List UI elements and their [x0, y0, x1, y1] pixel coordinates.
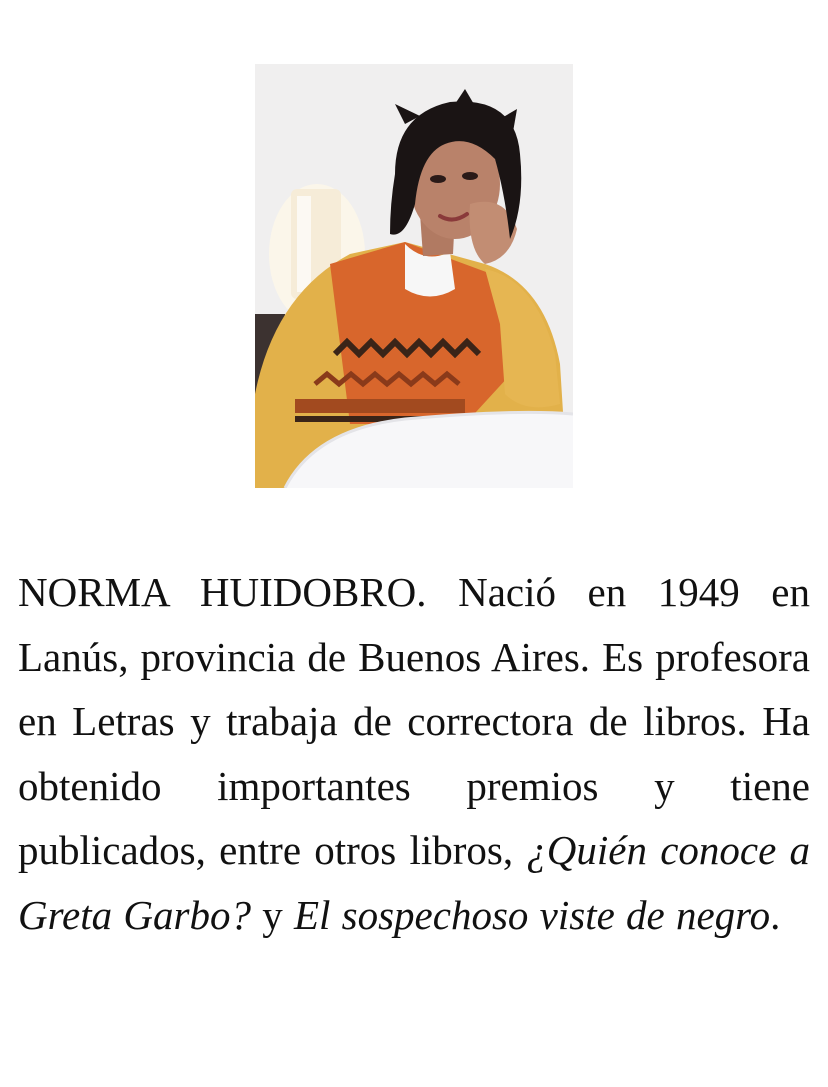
- bio-text-part2: y: [250, 891, 294, 938]
- author-biography: [18, 560, 810, 947]
- bio-text-end: .: [770, 891, 781, 938]
- author-name: NORMA HUIDOBRO.: [18, 569, 427, 615]
- book-title-1: ¿Quién conoce a Greta Garbo?: [18, 827, 810, 938]
- author-portrait: [255, 64, 573, 488]
- book-title-2: El sospechoso viste de negro: [293, 891, 771, 938]
- bio-text-part1: Nació en 1949 en Lanús, provincia de Buenos Aires. Es profesora en Letras y trabaja de correctora de libros. Ha obtenido importantes premios y tiene publicados, entre otros libros,: [18, 569, 810, 873]
- author-portrait-illustration: [255, 64, 573, 488]
